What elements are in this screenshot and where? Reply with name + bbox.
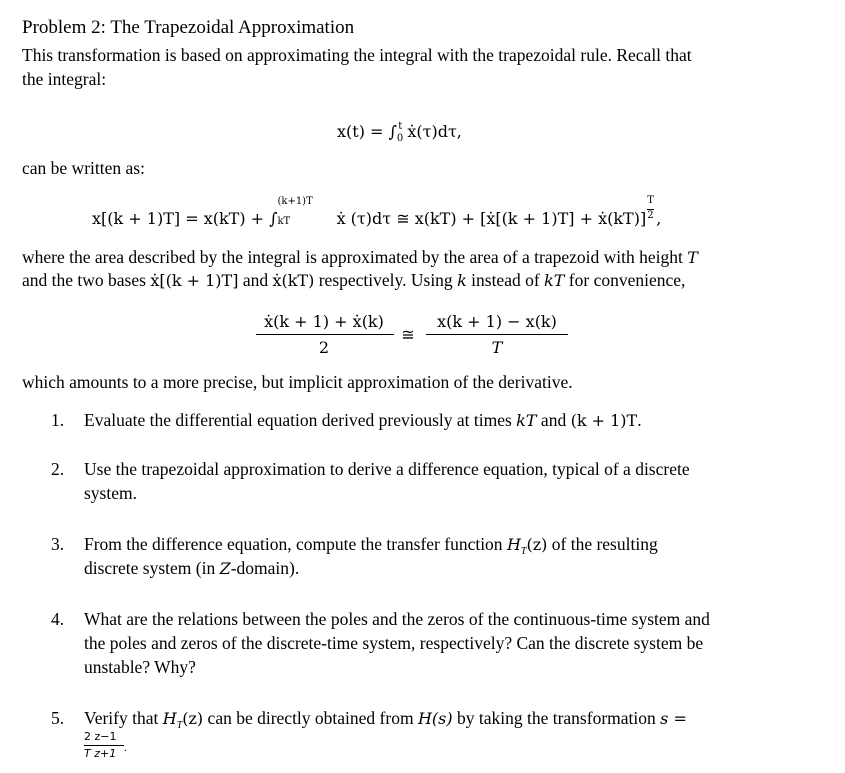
eq1-rhs: ẋ(τ)dτ,: [402, 122, 462, 141]
para2-text-1a: where the area described by the integral is approximated by the area of a trapezoid with height: [22, 247, 688, 267]
item-4-number: 4.: [51, 609, 65, 629]
para2-kT: kT: [544, 271, 565, 290]
item-3-z: (z): [526, 535, 548, 554]
para3: which amounts to a more precise, but implicit approximation of the derivative.: [22, 372, 573, 392]
intro-line-2: the integral:: [22, 69, 107, 89]
item-2-line-1: Use the trapezoidal approximation to derive a difference equation, typical of a discrete: [84, 459, 690, 479]
item-5-text-d: can be directly obtained from: [203, 708, 418, 728]
item-4-line-2: the poles and zeros of the discrete-time system, respectively? Can the discrete system be: [84, 633, 704, 653]
item-5-frac-den: T z+1: [84, 747, 117, 760]
eq3-right-numerator: x(k + 1) − x(k): [437, 312, 557, 331]
intro-line-1: This transformation is based on approximating the integral with the trapezoidal rule. Recall that: [22, 45, 692, 65]
para2-text-2i: for convenience,: [564, 270, 686, 290]
eq3-left-numerator: ẋ(k + 1) + ẋ(k): [264, 312, 384, 331]
item-3-text-2c: -domain).: [230, 558, 300, 578]
equation-integral: [337, 117, 462, 149]
eq1-lhs: x(t) = ∫: [337, 122, 397, 141]
para2-k: k: [457, 271, 467, 290]
item-5-text-f: by taking the transformation: [452, 708, 661, 728]
item-3-text-a: From the difference equation, compute the transfer function: [84, 534, 507, 554]
item-3-H-sub: T: [520, 546, 527, 557]
item-5-text-a: Verify that: [84, 708, 163, 728]
para2-text-2c: and: [238, 270, 273, 290]
para2-base-1: ẋ[(k + 1)T]: [150, 271, 239, 290]
item-3-text-2a: discrete system (in: [84, 558, 220, 578]
item-5-H: H: [162, 709, 177, 728]
eq1-lower-limit: 0: [396, 133, 404, 144]
eq1-upper-limit: t: [398, 121, 403, 132]
eq2-lower-limit: kT: [277, 216, 291, 227]
item-1-k1T: (k + 1)T: [570, 411, 638, 430]
item-3-number: 3.: [51, 534, 65, 554]
eq2-upper-limit: (k+1)T: [277, 196, 313, 207]
eq2-tail: ,: [656, 209, 662, 228]
eq3-left-bar: [256, 334, 394, 335]
item-1-period: .: [637, 410, 642, 430]
item-1-kT: kT: [516, 411, 537, 430]
para2-height-T: T: [687, 248, 698, 267]
item-3-H: H: [506, 535, 521, 554]
item-1-text-c: and: [536, 410, 571, 430]
para2-text-2a: and the two bases: [22, 270, 151, 290]
item-5-line-1: [84, 708, 687, 736]
item-5-frac-num: 2 z−1: [84, 730, 117, 743]
para2-text-2e: respectively. Using: [314, 270, 458, 290]
item-3-text-d: of the resulting: [547, 534, 658, 554]
para2-line-2: [22, 270, 685, 291]
eq3-approx-symbol: ≅: [401, 325, 415, 344]
item-5-s-eq: s =: [660, 709, 687, 728]
eq2-mid: ẋ (τ)dτ ≅ x(kT) + [ẋ[(k + 1)T] + ẋ(kT)]: [331, 209, 647, 228]
equation-discrete-integral: [92, 195, 662, 229]
problem-title: Problem 2: The Trapezoidal Approximation: [22, 17, 355, 38]
eq3-left-denominator: 2: [318, 338, 330, 357]
item-1-text-a: Evaluate the differential equation derived previously at times: [84, 410, 517, 430]
item-5-Hs: H(s): [417, 709, 453, 728]
item-5-number: 5.: [51, 708, 65, 728]
para2-text-2g: instead of: [466, 270, 545, 290]
item-3-Z: Z: [219, 559, 231, 578]
item-3-line-2: [84, 558, 299, 579]
eq3-right-denominator: T: [491, 338, 503, 357]
item-2-number: 2.: [51, 459, 65, 479]
item-5-tail: .: [124, 740, 127, 754]
eq2-frac-den: 2: [647, 210, 654, 221]
can-be-written: can be written as:: [22, 158, 145, 178]
item-4-line-1: What are the relations between the poles and the zeros of the continuous-time system and: [84, 609, 710, 629]
item-2-line-2: system.: [84, 483, 137, 503]
item-5-frac-bar: [84, 745, 124, 746]
item-5-H-sub: T: [176, 720, 183, 731]
item-4-line-3: unstable? Why?: [84, 657, 196, 677]
para2-line-1: [22, 247, 698, 268]
eq2-frac-num: T: [647, 195, 654, 206]
para2-base-2: ẋ(kT): [272, 271, 315, 290]
item-5-z: (z): [182, 709, 204, 728]
eq2-lhs: x[(k + 1)T] = x(kT) + ∫: [92, 209, 278, 228]
eq3-right-bar: [426, 334, 568, 335]
item-1-text: [84, 410, 642, 431]
item-1-number: 1.: [51, 410, 65, 430]
